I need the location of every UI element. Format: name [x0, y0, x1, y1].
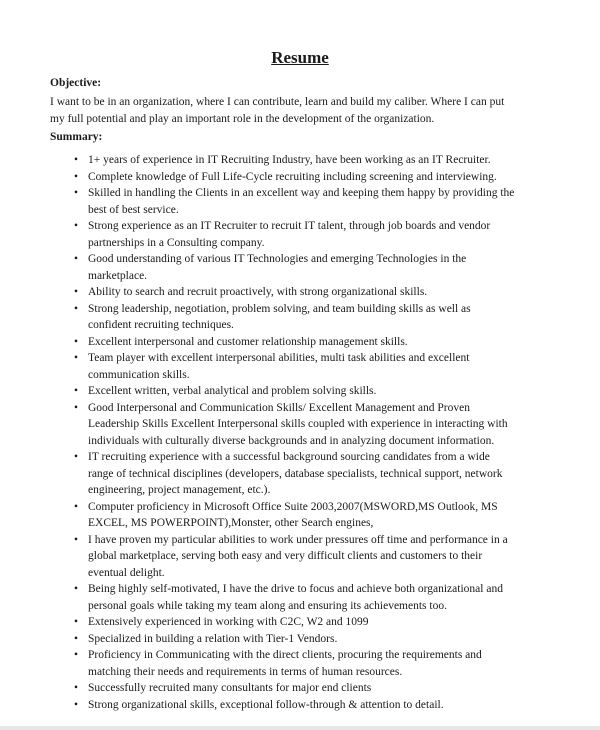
summary-item-line: • Successfully recruited many consultants for major end clients [88, 682, 372, 694]
summary-item-line: • Complete knowledge of Full Life-Cycle recruiting including screening and interviewing. [88, 170, 497, 183]
summary-item-line: • Skilled in handling the Clients in an excellent way and keeping them happy by providing the [88, 187, 515, 199]
summary-item-line: • Excellent interpersonal and customer relationship management skills. [88, 335, 408, 348]
summary-heading: Summary: [50, 131, 103, 143]
summary-item [0, 631, 514, 648]
objective-line: I want to be in an organization, where I can contribute, learn and build my caliber. Where I can put [50, 96, 505, 108]
summary-item-line: • 1+ years of experience in IT Recruiting Industry, have been working as an IT Recruiter. [88, 154, 491, 166]
summary-item-line: • Specialized in building a relation with Tier-1 Vendors. [88, 632, 338, 645]
summary-item-line: • Excellent written, verbal analytical and problem solving skills. [88, 385, 377, 397]
summary-item [0, 152, 514, 169]
summary-item-line: personal goals while taking my team along and ensuring its achievements too. [88, 599, 447, 612]
summary-item [0, 697, 514, 714]
summary-item-line: global marketplace, serving both easy and very difficult clients and customers to their [88, 550, 483, 562]
summary-item [0, 581, 514, 614]
summary-item-line: partnerships in a Consulting company. [88, 236, 265, 249]
document-title: Resume [271, 48, 329, 67]
summary-item [0, 383, 514, 400]
summary-item [0, 614, 514, 631]
summary-item-line: individuals with culturally diverse backgrounds and in analyzing document information. [88, 434, 495, 447]
summary-item [0, 284, 514, 301]
summary-item-line: • Computer proficiency in Microsoft Office Suite 2003,2007(MSWORD,MS Outlook, MS [88, 500, 498, 513]
summary-item-line: marketplace. [88, 269, 148, 282]
summary-item-line: communication skills. [88, 368, 190, 381]
summary-item-line: matching their needs and requirements in terms of human resources. [88, 665, 403, 678]
summary-item-line: best of best service. [88, 203, 179, 216]
summary-item [0, 251, 514, 284]
summary-item-line: • Good understanding of various IT Technologies and emerging Technologies in the [88, 253, 467, 265]
summary-item-line: • I have proven my particular abilities to work under pressures off time and performance in a [88, 533, 508, 546]
summary-item [0, 169, 514, 186]
summary-item [0, 647, 514, 680]
summary-item-line: eventual delight. [88, 566, 165, 579]
summary-item-line: • Extensively experienced in working with C2C, W2 and 1099 [88, 616, 369, 628]
summary-item-line: Leadership Skills Excellent Interpersonal skills coupled with experience in interacting with [88, 418, 508, 430]
summary-item-line: • Team player with excellent interpersonal abilities, multi task abilities and excellent [88, 352, 470, 364]
summary-item-line: • Strong leadership, negotiation, problem solving, and team building skills as well as [88, 302, 471, 315]
summary-item-line: engineering, project management, etc.). [88, 484, 271, 496]
summary-item [0, 334, 514, 351]
objective-heading: Objective: [50, 77, 102, 89]
summary-item-line: • Strong experience as an IT Recruiter to recruit IT talent, through job boards and vendor [88, 220, 491, 232]
summary-item-line: • Being highly self-motivated, I have the drive to focus and achieve both organizational and [88, 583, 503, 595]
summary-item-line: • IT recruiting experience with a successful background sourcing candidates from a wide [88, 451, 490, 463]
summary-item [0, 218, 514, 251]
summary-item-line: • Good Interpersonal and Communication Skills/ Excellent Management and Proven [88, 401, 470, 414]
summary-item-line: • Proficiency in Communicating with the direct clients, procuring the requirements and [88, 649, 482, 661]
summary-item [0, 499, 514, 532]
summary-item [0, 301, 514, 334]
objective-text [50, 94, 504, 128]
summary-item [0, 680, 514, 697]
summary-item [0, 449, 514, 499]
summary-item-line: • Strong organizational skills, exceptional follow-through & attention to detail. [88, 698, 444, 711]
summary-item [0, 185, 514, 218]
summary-item [0, 400, 514, 450]
summary-item-line: EXCEL, MS POWERPOINT),Monster, other Search engines, [88, 517, 374, 529]
summary-item-line: range of technical disciplines (developers, database specialists, technical support, network [88, 467, 503, 480]
summary-item-line: • Ability to search and recruit proactively, with strong organizational skills. [88, 286, 428, 298]
summary-item [0, 350, 514, 383]
summary-list [0, 152, 514, 713]
summary-item [0, 532, 514, 582]
summary-item-line: confident recruiting techniques. [88, 319, 234, 331]
objective-line: my full potential and play an important role in the development of the organization. [50, 113, 435, 125]
